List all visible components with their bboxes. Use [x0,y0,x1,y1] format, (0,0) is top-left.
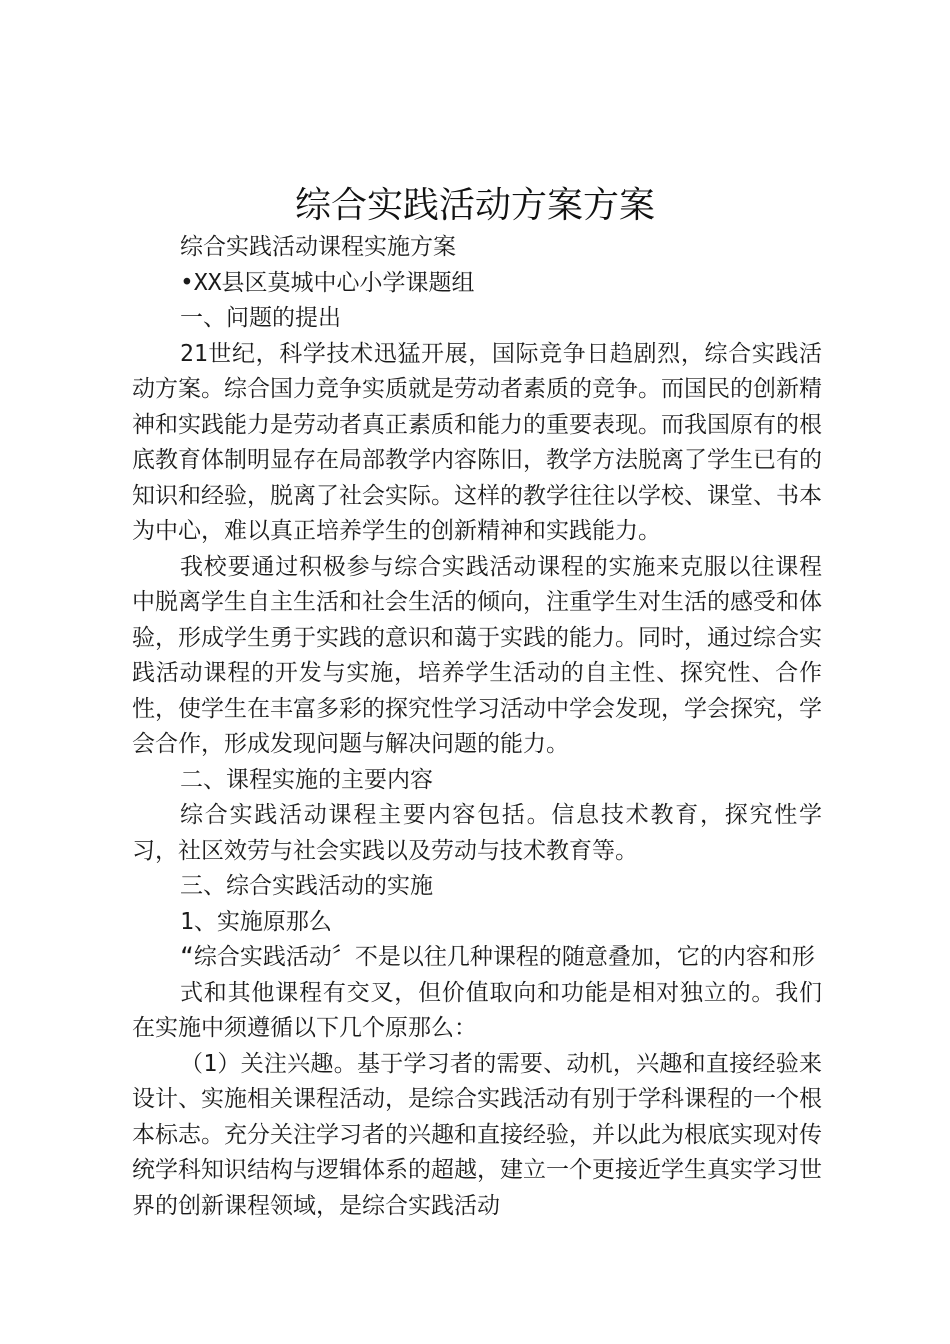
body-paragraph: （1）关注兴趣。基于学习者的需要、动机，兴趣和直接经验来设计、实施相关课程活动，是综合实践活动有别于学科课程的一个根本标志。充分关注学习者的兴趣和直接经验，并以此为根底实现对传统学科知识结构与逻辑体系的超越，建立一个更接近学生真实学习世界的创新课程领域，是综合实践活动 [132,1050,822,1219]
author-paragraph: •XX县区莫城中心小学课题组 [180,269,475,296]
subsection-heading: 1、实施原那么 [180,908,332,935]
body-paragraph: 我校要通过积极参与综合实践活动课程的实施来克服以往课程中脱离学生自主生活和社会生活的倾向，注重学生对生活的感受和体验，形成学生勇于实践的意识和蔼于实践的能力。同时，通过综合实践活动课程的开发与实施，培养学生活动的自主性、探究性、合作性，使学生在丰富多彩的探究性学习活动中学会发现，学会探究，学会合作，形成发现问题与解决问题的能力。 [132,553,822,757]
section-heading-3: 三、综合实践活动的实施 [180,873,433,899]
document-body [132,230,822,1224]
body-paragraph: “综合实践活动〞不是以往几种课程的随意叠加，它的内容和形 [180,944,815,970]
subtitle-paragraph: 综合实践活动课程实施方案 [180,234,456,260]
body-paragraph: 综合实践活动课程主要内容包括。信息技术教育，探究性学习，社区效劳与社会实践以及劳动与技术教育等。 [132,802,822,864]
body-paragraph: 式和其他课程有交叉，但价值取向和功能是相对独立的。我们在实施中须遵循以下几个原那么： [132,979,822,1041]
section-heading-1: 一、问题的提出 [180,305,341,331]
document-title: 综合实践活动方案方案 [294,185,655,226]
body-paragraph: 21世纪，科学技术迅猛开展，国际竞争日趋剧烈，综合实践活动方案。综合国力竞争实质就是劳动者素质的竞争。而国民的创新精神和实践能力是劳动者真正素质和能力的重要表现。而我国原有的根底教育体制明显存在局部教学内容陈旧，教学方法脱离了学生已有的知识和经验，脱离了社会实际。这样的教学往往以学校、课堂、书本为中心，难以真正培养学生的创新精神和实践能力。 [132,340,822,544]
section-heading-2: 二、课程实施的主要内容 [180,766,433,793]
